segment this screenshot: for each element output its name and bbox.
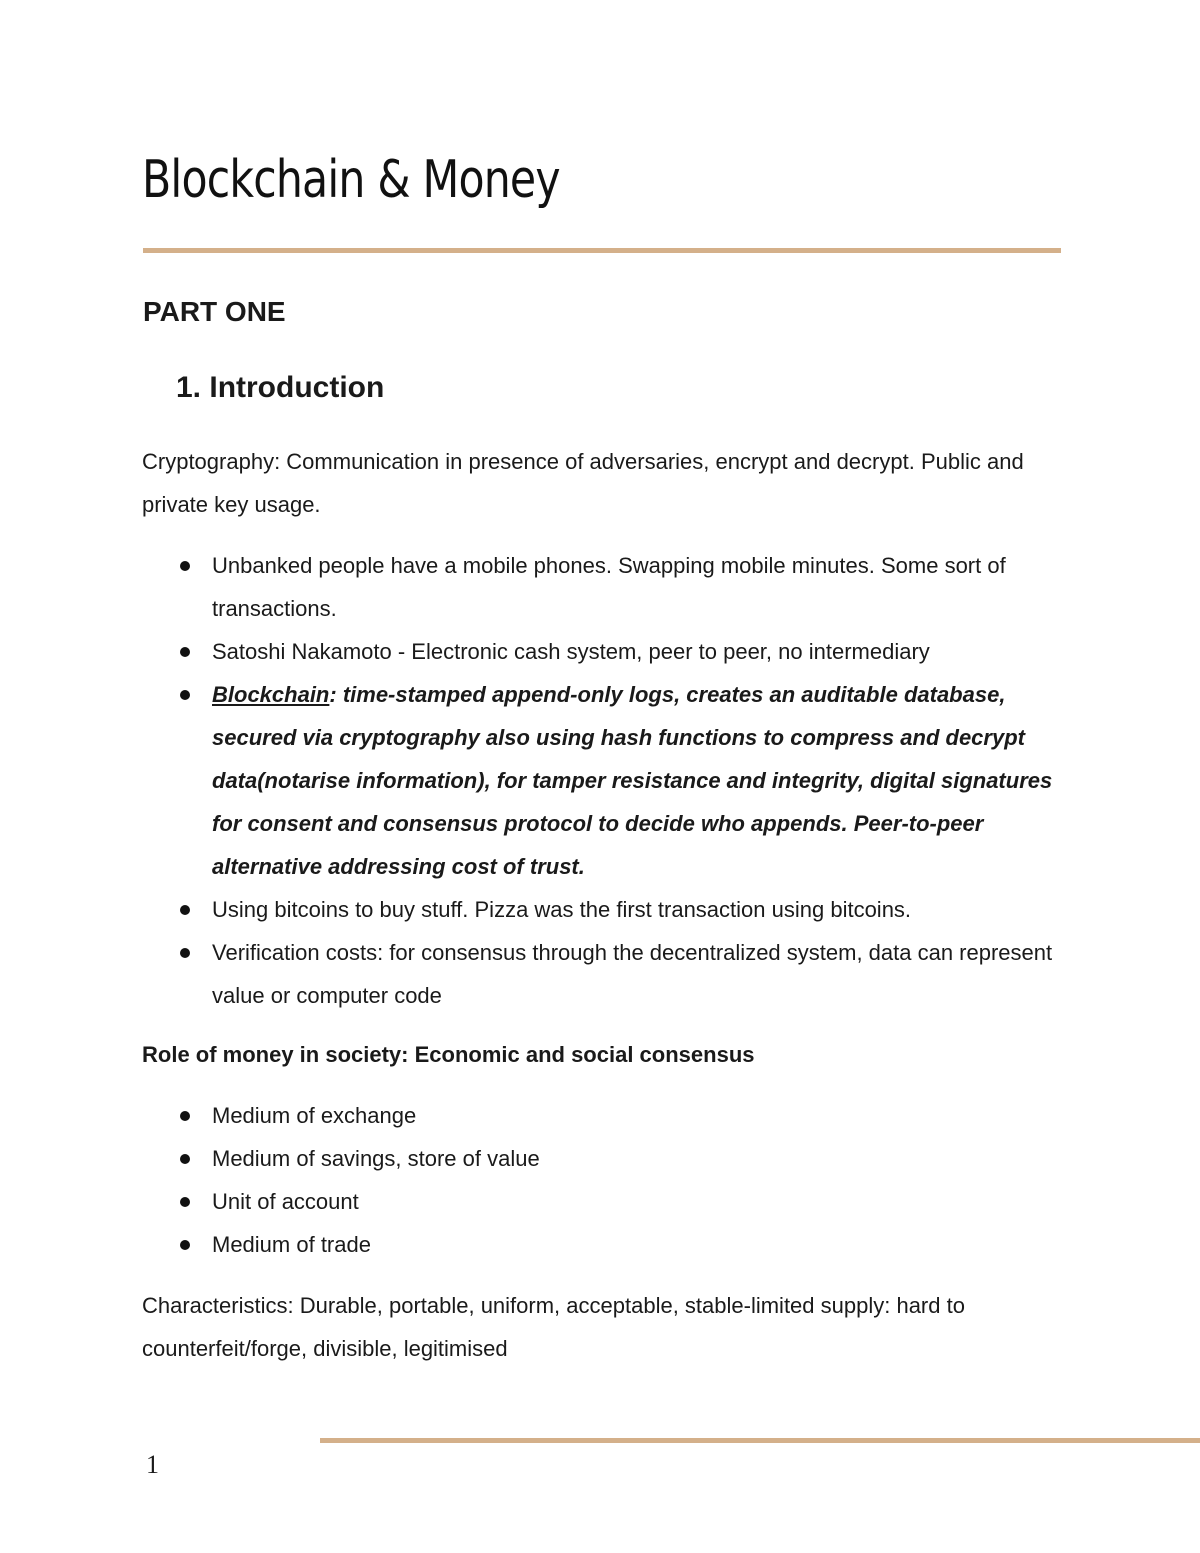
part-heading: PART ONE: [143, 296, 286, 327]
list-item-text: Medium of savings, store of value: [212, 1146, 540, 1171]
list-item: [0, 630, 1062, 673]
list-item-blockchain-definition: [0, 673, 1062, 888]
list-item: [0, 888, 1062, 931]
section-heading: 1. Introduction: [176, 371, 385, 404]
list-item: [0, 1180, 1062, 1223]
list-item: [0, 1137, 1062, 1180]
blockchain-term: Blockchain: [212, 682, 330, 707]
title-divider: [143, 248, 1061, 253]
bullet-icon: [180, 905, 190, 915]
list-item-text: Medium of trade: [212, 1232, 371, 1257]
intro-bullet-list: [0, 544, 1100, 1017]
list-item-text: Satoshi Nakamoto - Electronic cash system, peer to peer, no intermediary: [212, 639, 930, 664]
bullet-icon: [180, 948, 190, 958]
list-item-text: Verification costs: for consensus through the decentralized system, data can represent value or computer code: [212, 940, 1053, 1008]
bullet-icon: [180, 1197, 190, 1207]
bullet-icon: [180, 647, 190, 657]
list-item: [0, 931, 1062, 1017]
page-number: 1: [146, 1450, 159, 1479]
blockchain-definition: time-stamped append-only logs, creates an auditable database, secured via cryptography also using hash functions to compress and decrypt data(notarise information), for tamper resistance and integrity, digital signatures for consent and consensus protocol to decide who appends. Peer-to-peer alternative addressing cost of trust.: [212, 682, 1053, 879]
document-title: Blockchain & Money: [142, 150, 560, 210]
list-item-text: Medium of exchange: [212, 1103, 417, 1128]
bullet-icon: [180, 561, 190, 571]
bullet-icon: [180, 1111, 190, 1121]
intro-paragraph: Cryptography: Communication in presence of adversaries, encrypt and decrypt. Public and private key usage.: [142, 449, 1024, 517]
role-of-money-heading: Role of money in society: Economic and social consensus: [142, 1042, 755, 1067]
bullet-icon: [180, 1240, 190, 1250]
characteristics-paragraph: Characteristics: Durable, portable, uniform, acceptable, stable-limited supply: hard to counterfeit/forge, divisible, legitimised: [142, 1293, 965, 1361]
list-item-text: Unbanked people have a mobile phones. Swapping mobile minutes. Some sort of transactions.: [212, 553, 1006, 621]
list-item: [0, 1094, 1062, 1137]
bullet-icon: [180, 1154, 190, 1164]
list-item: [0, 1223, 1062, 1266]
list-item-text: Using bitcoins to buy stuff. Pizza was the first transaction using bitcoins.: [212, 897, 912, 922]
list-item-text: Unit of account: [212, 1189, 359, 1214]
blockchain-colon: :: [329, 682, 337, 707]
list-item: [0, 544, 1062, 630]
footer-divider: [320, 1438, 1200, 1443]
role-bullet-list: [0, 1094, 1100, 1266]
bullet-icon: [180, 690, 190, 700]
